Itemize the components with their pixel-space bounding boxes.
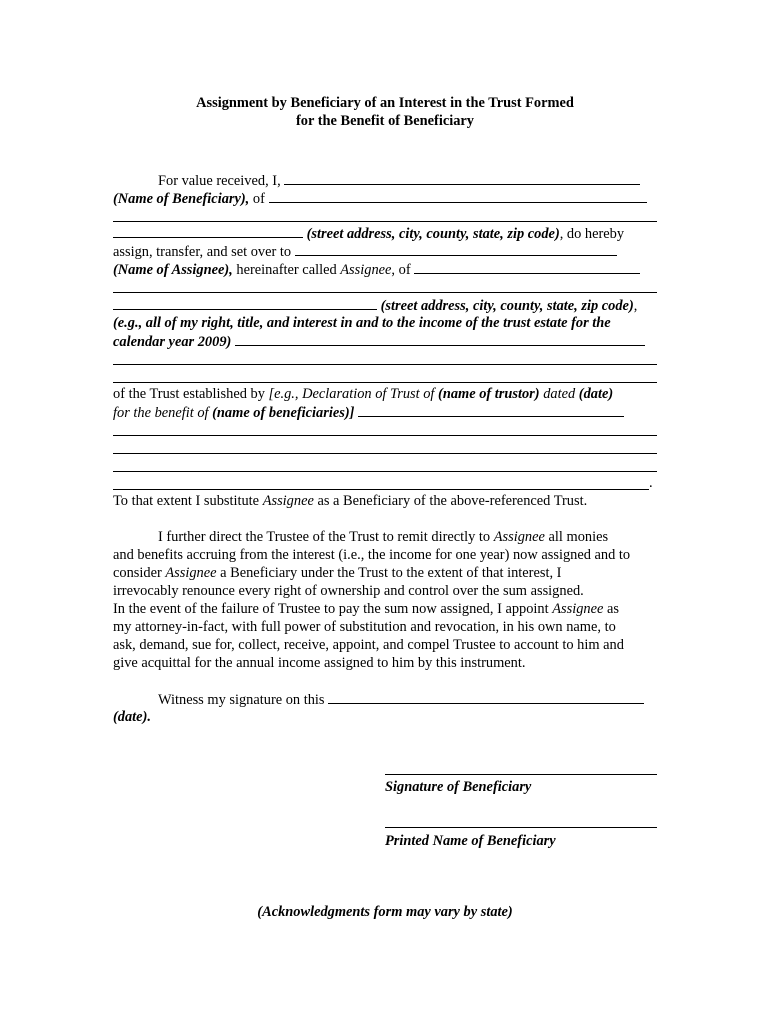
beneficiary-name-blank[interactable] — [284, 172, 640, 185]
period-mark: . — [649, 475, 653, 491]
name-beneficiary-line — [113, 190, 647, 208]
failure-of-trustee-text: In the event of the failure of Trustee to pay the sum now assigned, I appoint — [113, 601, 549, 617]
beneficiary-address-blank-2[interactable] — [113, 221, 657, 222]
eg-interest-line-2 — [113, 333, 645, 351]
direct-trustee-line-4: irrevocably renounce every right of ownership and control over the sum assigned. — [113, 583, 584, 599]
signature-of-beneficiary-label: Signature of Beneficiary — [385, 779, 532, 795]
name-of-assignee-label: (Name of Assignee), — [113, 262, 233, 278]
for-benefit-text: for the benefit of — [113, 405, 209, 421]
direct-trustee-line-5 — [113, 601, 619, 618]
name-assignee-line — [113, 261, 640, 279]
eg-interest-line-1: (e.g., all of my right, title, and interest in and to the income of the trust estate for the — [113, 315, 611, 331]
to-that-extent-text-b: as a Beneficiary of the above-referenced Trust. — [317, 493, 588, 509]
name-of-beneficiaries-label: (name of beneficiaries)] — [212, 405, 355, 421]
printed-name-line[interactable] — [385, 827, 657, 828]
direct-trustee-line-8: give acquittal for the annual income assigned to him by this instrument. — [113, 655, 526, 671]
comma-text: , — [633, 298, 638, 314]
assignee-address-blank-2[interactable] — [113, 292, 657, 293]
witness-date-label: (date). — [113, 709, 151, 725]
trust-description-blank-4[interactable] — [113, 471, 657, 472]
beneficiary-address-blank-3[interactable] — [113, 225, 303, 238]
signature-line[interactable] — [385, 774, 657, 775]
assign-transfer-line — [113, 243, 617, 261]
street-address-line-2 — [113, 297, 637, 315]
street-address-label-1: (street address, city, county, state, zip code) — [306, 226, 560, 242]
trust-established-text: of the Trust established by — [113, 386, 265, 402]
direct-trustee-line-3 — [113, 565, 561, 582]
do-hereby-text: , do hereby — [559, 226, 625, 242]
assignee-term-2: Assignee — [262, 493, 314, 509]
dated-text: dated — [543, 386, 576, 402]
street-address-label-2: (street address, city, county, state, zip code) — [380, 298, 634, 314]
for-value-text: For value received, I, — [158, 173, 281, 189]
assignee-term-5: Assignee — [552, 601, 604, 617]
direct-trustee-line-6: my attorney-in-fact, with full power of substitution and revocation, in his own name, to — [113, 619, 616, 635]
name-of-trustor-label: (name of trustor) — [438, 386, 540, 402]
of-text: of — [252, 191, 265, 207]
interest-description-blank-3[interactable] — [113, 382, 657, 383]
eg-declaration-text: [e.g., Declaration of Trust of — [268, 386, 435, 402]
trust-description-blank-3[interactable] — [113, 453, 657, 454]
witness-line — [158, 691, 644, 709]
assignee-address-blank-1[interactable] — [414, 261, 640, 274]
assignee-term-3: Assignee — [493, 529, 545, 545]
assignee-address-blank-3[interactable] — [113, 297, 377, 310]
as-text: as — [607, 601, 620, 617]
acknowledgments-note: (Acknowledgments form may vary by state) — [257, 904, 513, 920]
assignee-name-blank[interactable] — [295, 243, 617, 256]
trust-established-line — [113, 386, 613, 403]
consider-text: consider — [113, 565, 162, 581]
of-text-2: , of — [391, 262, 411, 278]
assignee-term-4: Assignee — [165, 565, 217, 581]
assign-transfer-text: assign, transfer, and set over to — [113, 244, 292, 260]
trust-description-blank-2[interactable] — [113, 435, 657, 436]
direct-trustee-text-a: I further direct the Trustee of the Trust to remit directly to — [158, 529, 491, 545]
calendar-year-text: calendar year 2009) — [113, 334, 232, 350]
witness-text: Witness my signature on this — [158, 692, 325, 708]
beneficiary-address-blank-1[interactable] — [269, 190, 647, 203]
street-address-line-1 — [113, 225, 624, 243]
direct-trustee-line-2: and benefits accruing from the interest (i.e., the income for one year) now assigned and to — [113, 547, 631, 563]
to-that-extent-line — [113, 493, 587, 510]
interest-description-blank-1[interactable] — [235, 333, 645, 346]
direct-trustee-text-b: all monies — [548, 529, 609, 545]
direct-trustee-line-7: ask, demand, sue for, collect, receive, appoint, and compel Trustee to account to him and — [113, 637, 624, 653]
printed-name-of-beneficiary-label: Printed Name of Beneficiary — [385, 833, 556, 849]
trust-description-blank-1[interactable] — [358, 404, 624, 417]
hereinafter-text: hereinafter called — [236, 262, 337, 278]
for-benefit-line — [113, 404, 624, 422]
witness-date-blank[interactable] — [328, 691, 644, 704]
direct-trustee-line-1 — [158, 529, 608, 546]
interest-description-blank-2[interactable] — [113, 364, 657, 365]
date-label: (date) — [578, 386, 614, 402]
document-title-line1: Assignment by Beneficiary of an Interest in the Trust Formed — [196, 95, 574, 111]
assignee-term-1: Assignee — [340, 262, 392, 278]
trust-description-blank-5[interactable] — [113, 489, 649, 490]
for-value-line — [158, 172, 640, 190]
to-that-extent-text-a: To that extent I substitute — [113, 493, 260, 509]
name-of-beneficiary-label: (Name of Beneficiary), — [113, 191, 250, 207]
document-title-line2: for the Benefit of Beneficiary — [296, 113, 474, 129]
beneficiary-under-trust-text: a Beneficiary under the Trust to the extent of that interest, I — [220, 565, 562, 581]
